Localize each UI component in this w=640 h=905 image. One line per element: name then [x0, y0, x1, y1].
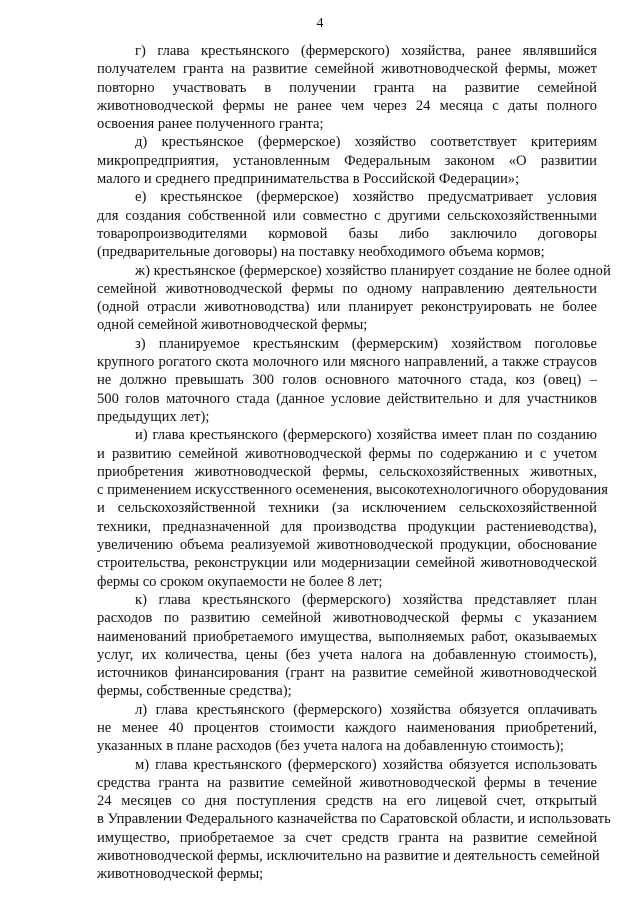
text-line: освоения ранее полученного гранта;	[97, 116, 324, 133]
text-line: (предварительные договоры) на поставку необходимого объема кормов;	[97, 244, 545, 261]
text-line: средства гранта на развитие семейной животноводческой фермы в течение	[97, 774, 597, 791]
paragraph-d	[97, 133, 597, 188]
text-line: предыдущих лет);	[97, 408, 210, 425]
text-line: е) крестьянское (фермерское) хозяйство предусматривает условия	[135, 189, 597, 206]
text-line: одной семейной животноводческой фермы;	[97, 317, 368, 334]
text-line: услуг, их количества, цены (без учета налога на добавленную стоимость),	[97, 646, 597, 663]
text-line: и развитию семейной животноводческой фермы по содержанию и с учетом	[97, 445, 597, 462]
paragraph-z	[97, 335, 597, 426]
paragraph-k	[97, 591, 597, 701]
text-line: фермы, собственные средства);	[97, 683, 292, 700]
text-line: животноводческой фермы;	[97, 866, 264, 883]
text-line: м) глава крестьянского (фермерского) хозяйства обязуется использовать	[135, 756, 597, 773]
text-line: получателем гранта на развитие семейной животноводческой фермы, может	[97, 61, 597, 78]
text-line: наименований приобретаемого имущества, выполняемых работ, оказываемых	[97, 628, 597, 645]
text-line: животноводческой фермы не ранее чем через 24 месяца с даты полного	[97, 97, 597, 114]
text-line: расходов по развитию семейной животноводческой фермы с указанием	[97, 610, 597, 627]
paragraph-l	[97, 701, 597, 756]
text-line: г) глава крестьянского (фермерского) хозяйства, ранее являвшийся	[135, 43, 597, 59]
text-line: для создания собственной или совместно с другими сельскохозяйственными	[97, 207, 597, 224]
paragraph-i	[97, 426, 608, 591]
text-line: (одной отрасли животноводства) или планирует реконструировать не более	[97, 299, 597, 316]
text-line: ж) крестьянское (фермерское) хозяйство планирует создание не более одной	[135, 262, 611, 279]
text-line: микропредприятия, установленным Федеральным законом «О развитии	[97, 152, 597, 169]
text-line: к) глава крестьянского (фермерского) хозяйства представляет план	[135, 591, 597, 608]
text-line: строительства, реконструкции или модернизации семейной животноводческой	[97, 555, 597, 572]
text-line: имущество, приобретаемое за счет средств гранта на развитие семейной	[97, 829, 597, 846]
text-line: животноводческой фермы, исключительно на развитие и деятельность семейной	[97, 848, 600, 865]
text-line: 500 голов маточного стада (данное условие действительно и для участников	[97, 390, 597, 407]
text-line: л) глава крестьянского (фермерского) хозяйства обязуется оплачивать	[135, 701, 597, 718]
text-line: источников финансирования (грант на развитие семейной животноводческой	[97, 665, 597, 682]
paragraph-g	[97, 42, 597, 133]
document-body	[97, 42, 611, 884]
text-line: крупного рогатого скота молочного или мясного направлений, а также страусов	[97, 354, 597, 371]
paragraph-zh	[97, 262, 611, 335]
text-line: малого и среднего предпринимательства в Российской Федерации»;	[97, 171, 520, 188]
text-line: фермы со сроком окупаемости не более 8 лет;	[97, 573, 383, 590]
text-line: и сельскохозяйственной техники (за исключением сельскохозяйственной	[97, 500, 597, 517]
text-line: указанных в плане расходов (без учета налога на добавленную стоимость);	[97, 738, 564, 755]
text-line: семейной животноводческой фермы по одному направлению деятельности	[97, 280, 597, 297]
text-line: приобретения животноводческой фермы, сельскохозяйственных животных,	[97, 463, 597, 480]
text-line: с применением искусственного осеменения, высокотехнологичного оборудования	[97, 482, 608, 499]
text-line: увеличению объема реализуемой животноводческой продукции, обоснование	[97, 537, 597, 554]
paragraph-e	[97, 188, 597, 261]
page-number: 4	[316, 16, 324, 31]
text-line: не менее 40 процентов стоимости каждого наименования приобретений,	[97, 719, 597, 736]
text-line: и) глава крестьянского (фермерского) хозяйства имеет план по созданию	[135, 427, 597, 444]
text-line: 24 месяцев со дня поступления средств на его лицевой счет, открытый	[97, 793, 597, 810]
text-line: техники, предназначенной для производства продукции растениеводства),	[97, 518, 597, 535]
text-line: не должно превышать 300 голов основного маточного стада, коз (овец) –	[97, 372, 597, 389]
text-line: в Управлении Федерального казначейства по Саратовской области, и использовать	[97, 811, 611, 828]
text-line: з) планируемое крестьянским (фермерским) хозяйством поголовье	[135, 335, 597, 352]
text-line: повторно участвовать в получении гранта на развитие семейной	[97, 79, 597, 96]
paragraph-m	[97, 756, 611, 884]
text-line: д) крестьянское (фермерское) хозяйство соответствует критериям	[135, 134, 597, 151]
text-line: товаропроизводителями кормовой базы либо заключило договоры	[97, 225, 597, 242]
